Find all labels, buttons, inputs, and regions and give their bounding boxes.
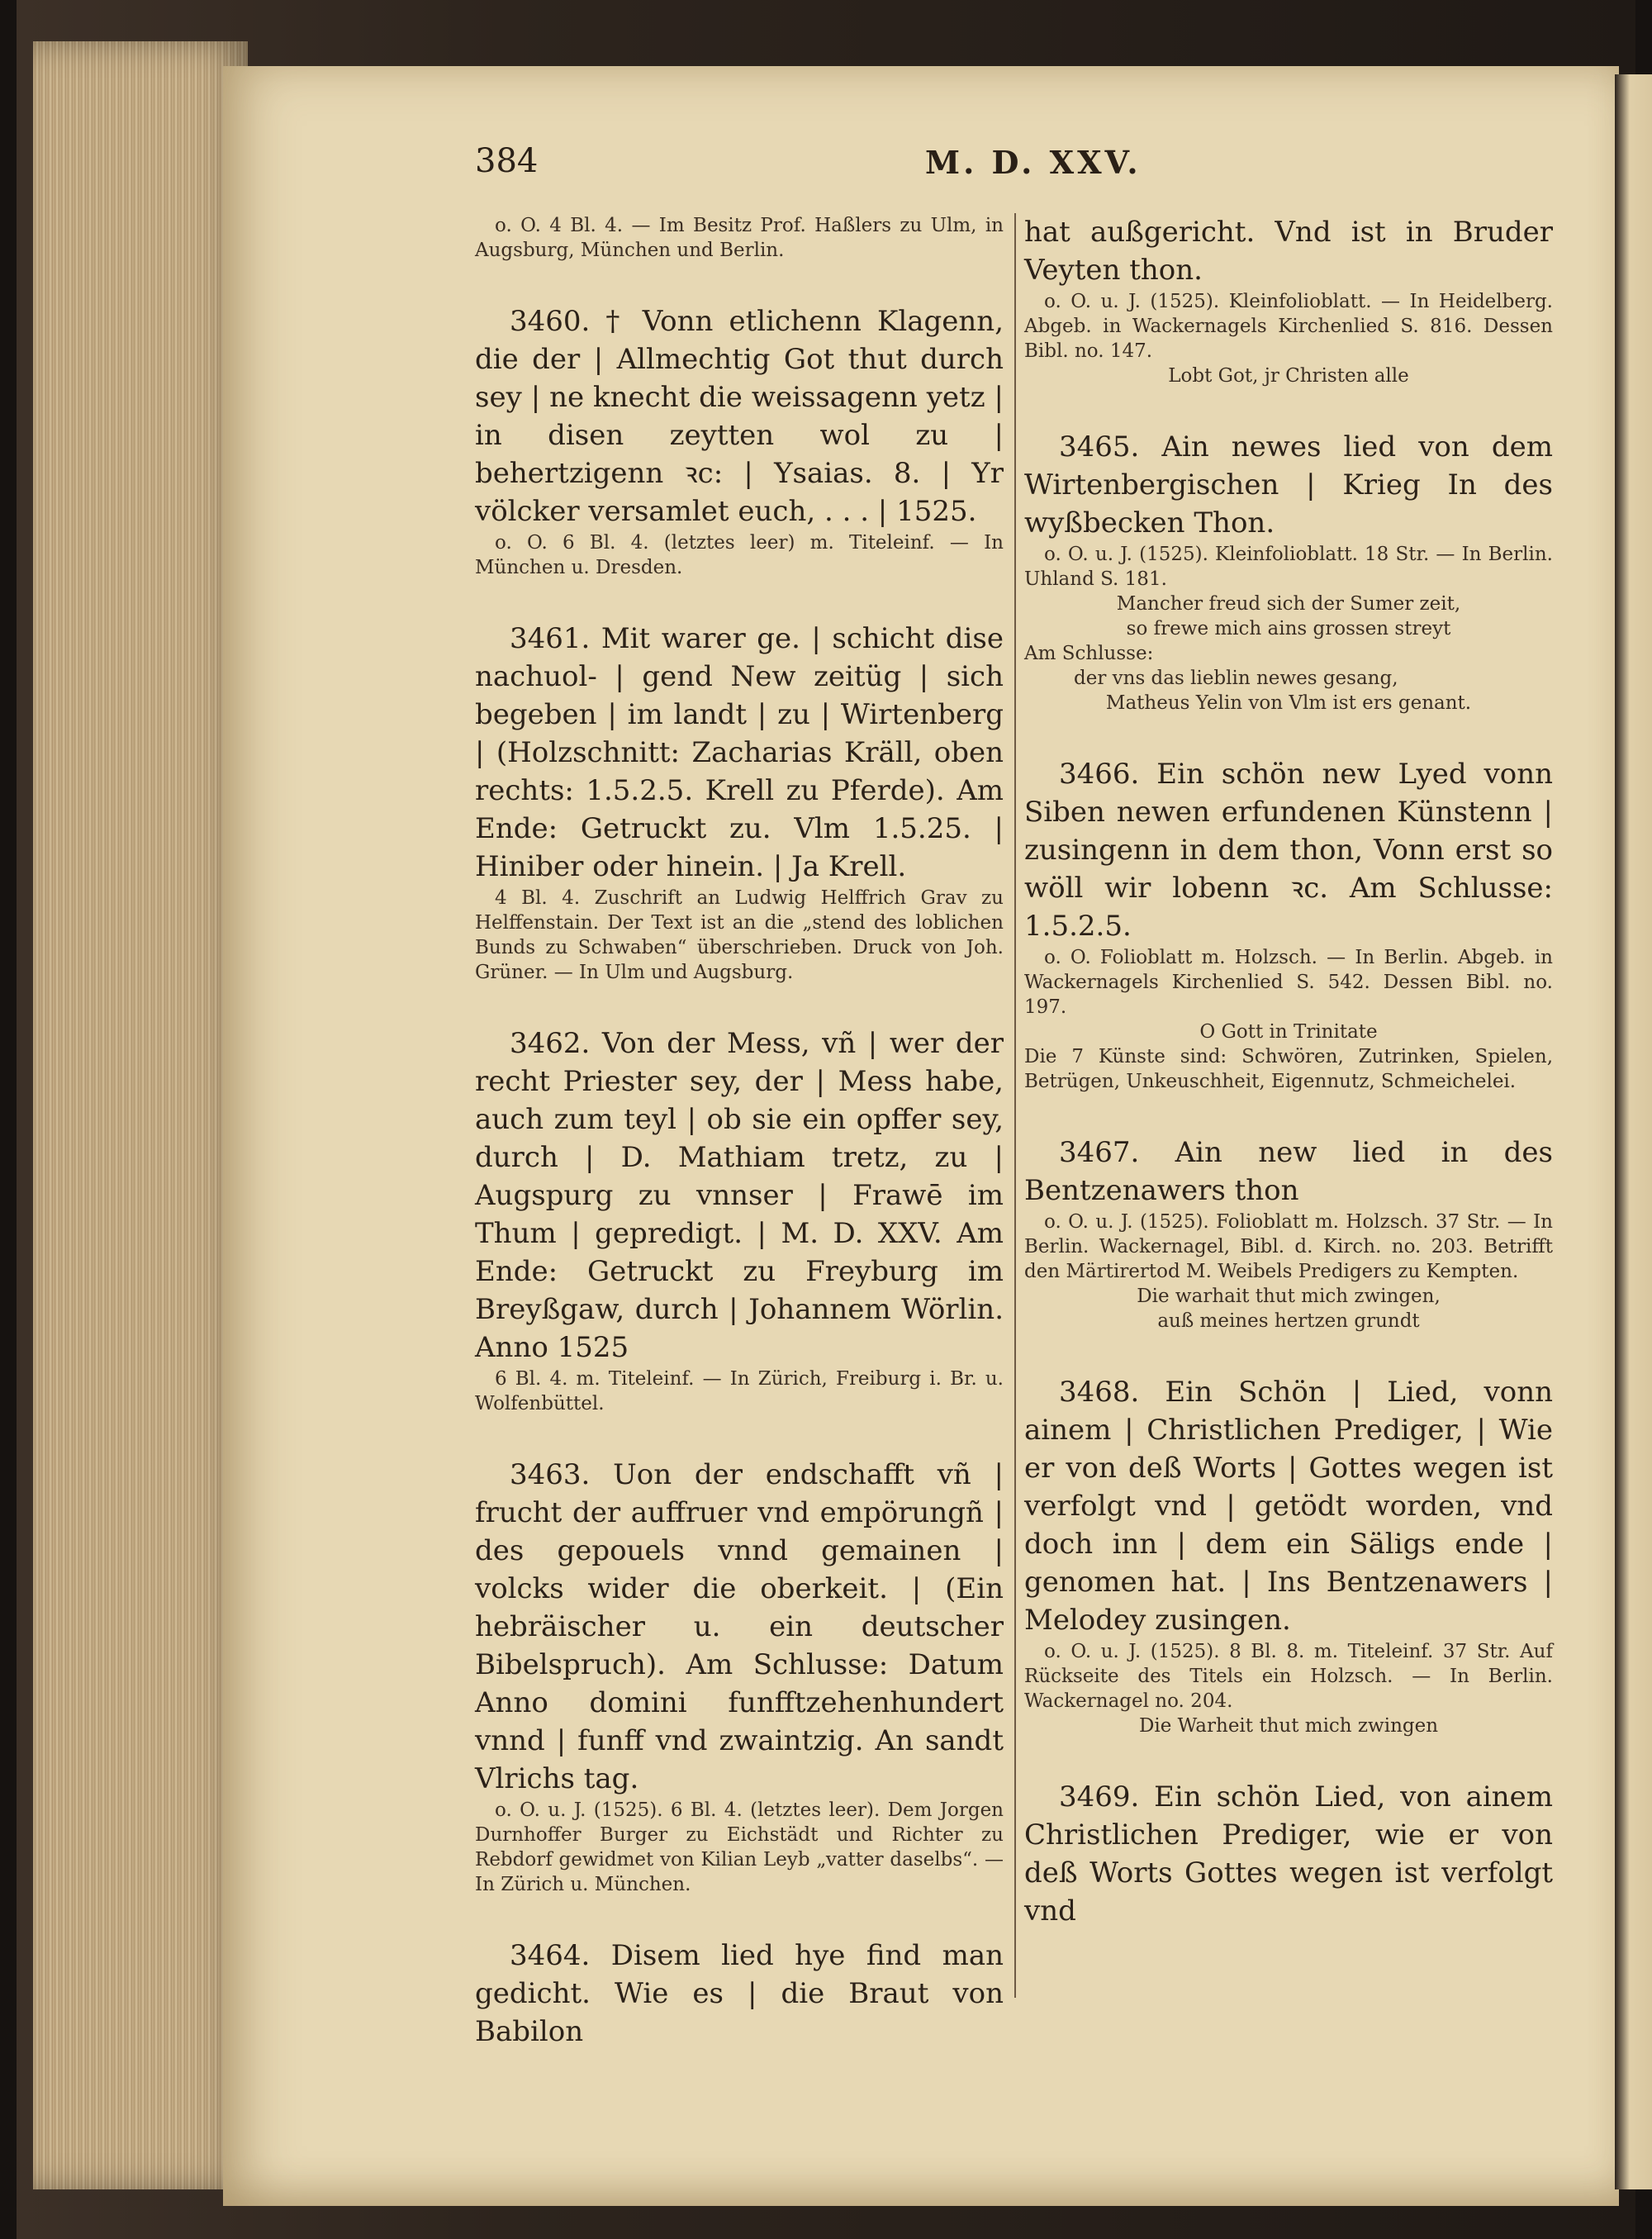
entry-3467-note: o. O. u. J. (1525). Folioblatt m. Holzsch. 37 Str. — In Berlin. Wackernagel, Bibl. d. Kirch. no. 203. Betrifft den Märtirertod M. Weibels Predigers zu Kempten. [1024,1211,1553,1282]
verse-line: Mancher freud sich der Sumer zeit, [1116,593,1461,615]
verse-line: Die warhait thut mich zwingen, [1137,1286,1441,1307]
entry-3466-note-2: Die 7 Künste sind: Schwören, Zutrinken, Spielen, Betrügen, Unkeuschheit, Eigennutz, Schmeichelei. [1024,1046,1553,1092]
entry-3460-note: o. O. 6 Bl. 4. (letztes leer) m. Titeleinf. — In München u. Dresden. [475,532,1004,578]
verse-incipit: O Gott in Trinitate [1199,1021,1378,1043]
page-edges [33,41,248,2189]
entry-3465-note: o. O. u. J. (1525). Kleinfolioblatt. 18 Str. — In Berlin. Uhland S. 181. [1024,544,1553,590]
entry-3466: 3466. Ein schön new Lyed vonn Siben newen erfundenen Künstenn | zusingenn in dem thon, Vonn erst so wöll wir lobenn ꝛc. Am Schlusse: 1.5.2.5. [1024,758,1553,943]
verse-line: Matheus Yelin von Vlm ist ers genant. [1105,692,1472,714]
entry-3465: 3465. Ain newes lied von dem Wirtenbergischen | Krieg In des wyßbecken Thon. [1024,430,1553,540]
entry-continuation: hat außgericht. Vnd ist in Bruder Veyten thon. [1024,216,1553,287]
entry-3467: 3467. Ain new lied in des Bentzenawers thon [1024,1136,1553,1207]
right-column [1024,213,1553,1930]
entry-3462-note: 6 Bl. 4. m. Titeleinf. — In Zürich, Freiburg i. Br. u. Wolfenbüttel. [475,1368,1004,1414]
next-page-edge [1615,74,1652,2189]
entry-continuation-note: o. O. 4 Bl. 4. — Im Besitz Prof. Haßlers zu Ulm, in Augsburg, München und Berlin. [475,215,1004,261]
column-divider [1014,213,1016,1998]
running-head: M. D. XXV. [925,144,1142,181]
verse-line: so frewe mich ains grossen streyt [1126,618,1451,639]
verse-incipit: Lobt Got, jr Christen alle [1168,365,1409,387]
left-column [475,213,1004,2051]
entry-continuation-note: o. O. u. J. (1525). Kleinfolioblatt. — In Heidelberg. Abgeb. in Wackernagels Kirchenlied S. 816. Dessen Bibl. no. 147. [1024,291,1553,362]
entry-3463: 3463. Uon der endschafft vñ | frucht der auffruer vnd empörungñ | des gepouels vnnd gemainen | volcks wider die oberkeit. | (Ein hebräischer u. ein deutscher Bibelspruch). Am Schlusse: Datum Anno domini funfftzehenhundert vnnd | funff vnd zwaintzig. An sandt Vlrichs tag. [475,1458,1004,1795]
page-header [475,142,1553,192]
entry-3461: 3461. Mit warer ge. | schicht dise nachuol- | gend New zeitüg | sich begeben | im landt | zu | Wirtenberg | (Holzschnitt: Zacharias Kräll, oben rechts: 1.5.2.5. Krell zu Pferde). Am Ende: Getruckt zu. Vlm 1.5.25. | Hiniber oder hinein. | Ja Krell. [475,622,1004,883]
entry-3466-note: o. O. Folioblatt m. Holzsch. — In Berlin. Abgeb. in Wackernagels Kirchenlied S. 542. Dessen Bibl. no. 197. [1024,947,1553,1018]
verse-label: Am Schlusse: [1024,643,1154,664]
entry-3460: 3460. † Vonn etlichenn Klagenn, die der | Allmechtig Got thut durch sey | ne knecht die weissagenn yetz | in disen zeytten wol zu | behertzigenn ꝛc: | Ysaias. 8. | Yr völcker versamlet euch, . . . | 1525. [475,305,1004,528]
entry-3464: 3464. Disem lied hye find man gedicht. Wie es | die Braut von Babilon [475,1939,1004,2048]
entry-3461-note: 4 Bl. 4. Zuschrift an Ludwig Helffrich Grav zu Helffenstain. Der Text ist an die „stend des loblichen Bunds zu Schwaben“ überschrieben. Druck von Joh. Grüner. — In Ulm und Augsburg. [475,887,1004,983]
entry-3468-note: o. O. u. J. (1525). 8 Bl. 8. m. Titeleinf. 37 Str. Auf Rückseite des Titels ein Holzsch. — In Berlin. Wackernagel no. 204. [1024,1641,1553,1712]
entry-3468: 3468. Ein Schön | Lied, vonn ainem | Christlichen Prediger, | Wie er von deß Worts | Gottes wegen ist verfolgt vnd | getödt worden, vnd doch inn | dem ein Säligs ende | genomen hat. | Ins Bentzenawers | Melodey zusingen. [1024,1376,1553,1637]
verse-line: der vns das lieblin newes gesang, [1074,668,1398,689]
entry-3463-note: o. O. u. J. (1525). 6 Bl. 4. (letztes leer). Dem Jorgen Durnhoffer Burger zu Eichstädt und Richter zu Rebdorf gewidmet von Kilian Leyb „vatter daselbs“. — In Zürich u. München. [475,1799,1004,1895]
entry-3462: 3462. Von der Mess, vñ | wer der recht Priester sey, der | Mess habe, auch zum teyl | ob sie ein opffer sey, durch | D. Mathiam tretz, zu | Augspurg zu vnnser | Frawē im Thum | gepredigt. | M. D. XXV. Am Ende: Getruckt zu Freyburg im Breyßgaw, durch | Johannem Wörlin. Anno 1525 [475,1027,1004,1364]
page-number: 384 [475,142,539,180]
verse-incipit: Die Warheit thut mich zwingen [1138,1715,1439,1737]
verse-line: auß meines hertzen grundt [1157,1310,1420,1332]
entry-3469: 3469. Ein schön Lied, von ainem Christlichen Prediger, wie er von deß Worts Gottes wegen ist verfolgt vnd [1024,1780,1553,1928]
